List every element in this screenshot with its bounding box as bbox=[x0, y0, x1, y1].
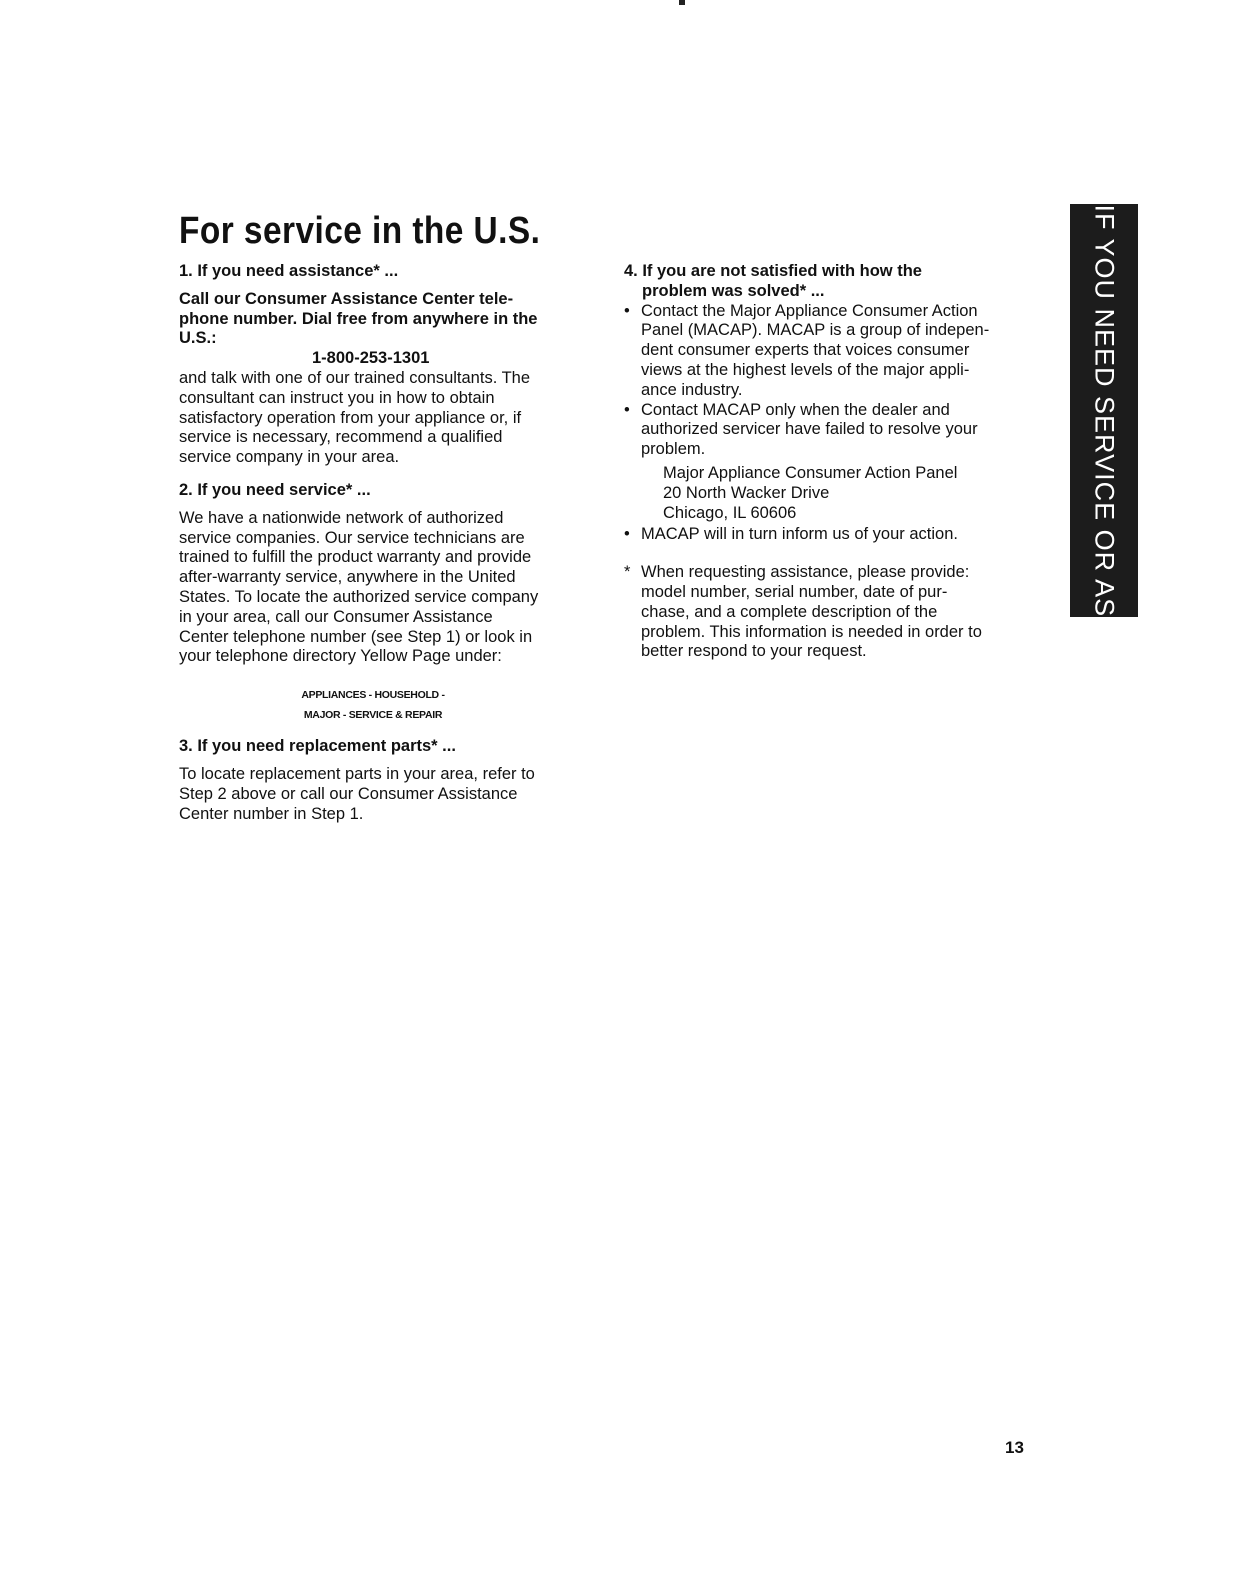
section-1-heading: 1. If you need assistance* ... bbox=[179, 262, 399, 280]
section-2-line: Center telephone number (see Step 1) or look in bbox=[179, 627, 533, 646]
bullet-line: Contact the Major Appliance Consumer Action bbox=[641, 301, 978, 320]
address-line: 20 North Wacker Drive bbox=[663, 483, 830, 502]
section-1-line: and talk with one of our trained consultants. The bbox=[179, 368, 530, 387]
section-1-bold-line: Call our Consumer Assistance Center tele- bbox=[179, 289, 514, 308]
section-4-heading-line: problem was solved* ... bbox=[642, 281, 825, 300]
yellow-pages-heading bbox=[179, 685, 579, 725]
page-title: For service in the U.S. bbox=[179, 210, 541, 252]
section-3-line: Step 2 above or call our Consumer Assistance bbox=[179, 784, 518, 803]
macap-address bbox=[624, 464, 1024, 523]
yellow-pages-line: APPLIANCES - HOUSEHOLD - bbox=[301, 689, 445, 702]
section-3-heading: 3. If you need replacement parts* ... bbox=[179, 737, 456, 756]
section-1-bold-line: U.S.: bbox=[179, 329, 217, 348]
section-4-heading bbox=[624, 262, 1024, 302]
footnote bbox=[624, 563, 1024, 662]
section-side-tab bbox=[1070, 204, 1138, 758]
section-1-line: satisfactory operation from your appliance or, if bbox=[179, 408, 522, 427]
section-3-line: To locate replacement parts in your area, refer to bbox=[179, 764, 535, 783]
right-column bbox=[624, 262, 1024, 662]
bullet-icon: • bbox=[624, 525, 630, 544]
bullet-line: authorized servicer have failed to resolve your bbox=[641, 420, 978, 439]
section-2-line: trained to fulfill the product warranty and provide bbox=[179, 548, 532, 567]
bullet-icon: • bbox=[624, 301, 630, 320]
page-number: 13 bbox=[1005, 1438, 1024, 1457]
section-1-bold-line: phone number. Dial free from anywhere in the bbox=[179, 309, 538, 328]
section-2-line: States. To locate the authorized service company bbox=[179, 587, 539, 606]
bullet-item bbox=[624, 525, 1024, 545]
left-column bbox=[179, 262, 579, 824]
bullet-line: problem. bbox=[641, 440, 706, 459]
footnote-line: model number, serial number, date of pur- bbox=[641, 582, 948, 601]
address-line: Chicago, IL 60606 bbox=[663, 503, 797, 522]
bullet-icon: • bbox=[624, 400, 630, 419]
footnote-line: When requesting assistance, please provide: bbox=[641, 563, 970, 582]
address-line: Major Appliance Consumer Action Panel bbox=[663, 463, 958, 482]
asterisk-icon: * bbox=[624, 563, 631, 582]
footnote-line: better respond to your request. bbox=[641, 642, 867, 661]
section-2-line: in your area, call our Consumer Assistance bbox=[179, 607, 493, 626]
section-4-heading-line: 4. If you are not satisfied with how the bbox=[624, 262, 922, 280]
section-2-line: service companies. Our service technicians are bbox=[179, 528, 525, 547]
bullet-line: dent consumer experts that voices consumer bbox=[641, 341, 970, 360]
bullet-line: views at the highest levels of the major appli- bbox=[641, 360, 970, 379]
yellow-pages-line: MAJOR - SERVICE & REPAIR bbox=[303, 709, 443, 722]
section-1-line: service is necessary, recommend a qualified bbox=[179, 428, 503, 447]
bullet-item bbox=[624, 401, 1024, 460]
side-tab-label: IF YOU NEED SERVICE OR ASSISTANCE bbox=[1089, 204, 1120, 758]
bullet-item bbox=[624, 302, 1024, 401]
assistance-phone-number: 1-800-253-1301 bbox=[312, 349, 430, 368]
bullet-line: MACAP will in turn inform us of your action. bbox=[641, 525, 958, 544]
section-2-heading: 2. If you need service* ... bbox=[179, 480, 371, 499]
section-1-line: consultant can instruct you in how to obtain bbox=[179, 388, 495, 407]
scan-mark bbox=[679, 0, 685, 5]
section-2-line: after-warranty service, anywhere in the United bbox=[179, 568, 516, 587]
section-2-line: your telephone directory Yellow Page under: bbox=[179, 647, 502, 666]
bullet-line: Contact MACAP only when the dealer and bbox=[641, 400, 950, 419]
section-1-line: service company in your area. bbox=[179, 448, 400, 467]
footnote-line: chase, and a complete description of the bbox=[641, 602, 938, 621]
bullet-line: ance industry. bbox=[641, 380, 743, 399]
section-2-line: We have a nationwide network of authorized bbox=[179, 508, 504, 527]
section-3-line: Center number in Step 1. bbox=[179, 804, 364, 823]
footnote-line: problem. This information is needed in order to bbox=[641, 622, 982, 641]
bullet-line: Panel (MACAP). MACAP is a group of indepen- bbox=[641, 321, 990, 340]
